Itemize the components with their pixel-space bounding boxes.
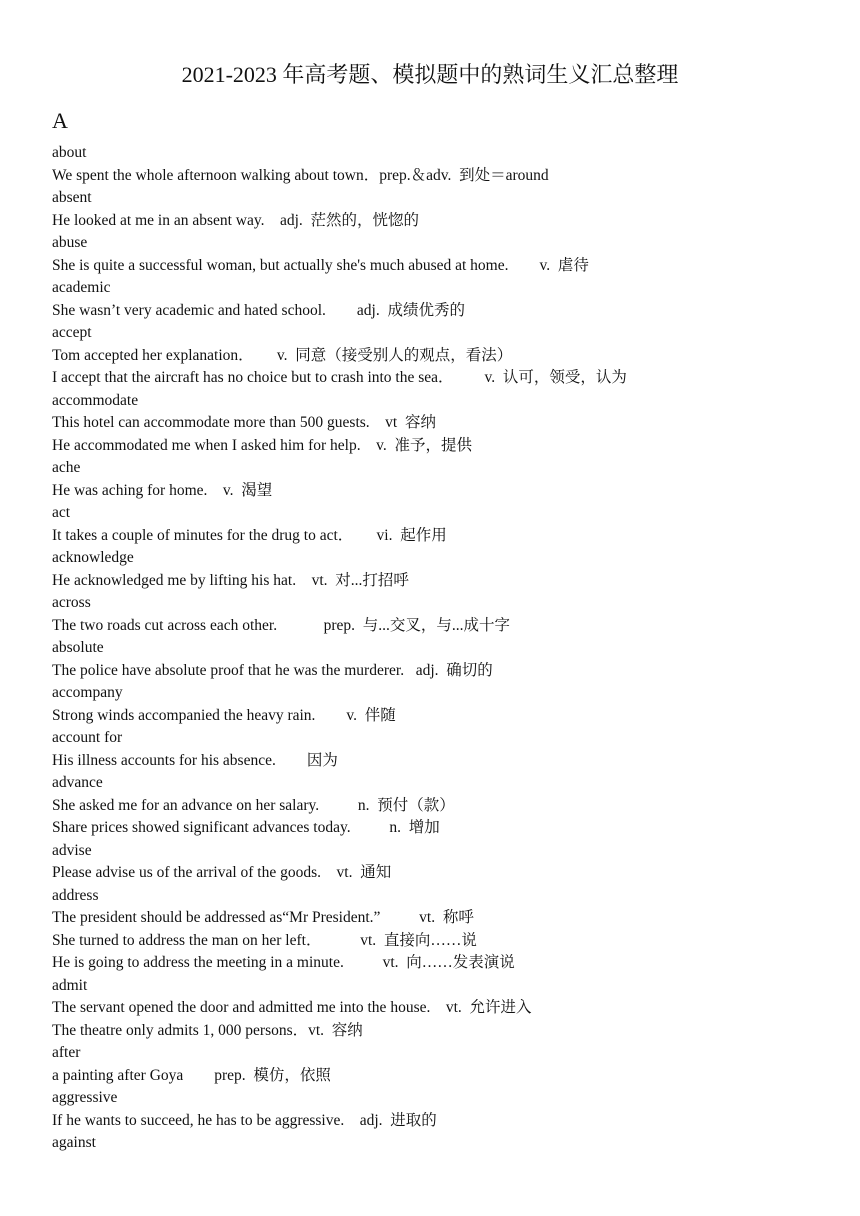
list-item: about (52, 144, 87, 161)
list-item: The theatre only admits 1, 000 persons．vt. 容纳 (52, 1021, 363, 1039)
list-item: If he wants to succeed, he has to be aggressive. adj. 进取的 (52, 1111, 437, 1129)
list-item: abuse (52, 234, 88, 251)
list-item: The two roads cut across each other. prep. 与...交叉，与...成十字 (52, 616, 511, 634)
list-item: It takes a couple of minutes for the drug to act． vi. 起作用 (52, 526, 447, 544)
list-item: Tom accepted her explanation． v. 同意（接受别人的观点，看法） (52, 346, 513, 364)
list-item: after (52, 1044, 81, 1061)
list-item: The president should be addressed as“Mr President.” vt. 称呼 (52, 909, 474, 926)
list-item: against (52, 1134, 96, 1151)
list-item: His illness accounts for his absence. 因为 (52, 751, 338, 769)
list-item: She asked me for an advance on her salary. n. 预付（款） (52, 796, 455, 814)
vocabulary-list (52, 142, 842, 1155)
list-item: advise (52, 841, 92, 859)
page-title: 2021-2023 年高考题、模拟题中的熟词生义汇总整理 (181, 62, 679, 87)
list-item: advance (52, 774, 103, 791)
list-item: He is going to address the meeting in a minute. vt. 向……发表演说 (52, 954, 515, 971)
list-item: academic (52, 279, 111, 296)
list-item: act (52, 504, 71, 521)
list-item: accept (52, 324, 92, 341)
section-heading: A (52, 108, 68, 133)
list-item: across (52, 594, 91, 611)
list-item: absolute (52, 639, 104, 656)
list-item: Strong winds accompanied the heavy rain. v. 伴随 (52, 706, 396, 724)
list-item: She turned to address the man on her left． vt. 直接向……说 (52, 931, 477, 949)
list-item: absent (52, 189, 92, 206)
list-item: Please advise us of the arrival of the goods. vt. 通知 (52, 864, 392, 881)
list-item: a painting after Goya prep. 模仿，依照 (52, 1066, 331, 1084)
list-item: She is quite a successful woman, but actually she's much abused at home. v. 虐待 (52, 256, 589, 274)
list-item: He looked at me in an absent way. adj. 茫然的，恍惚的 (52, 211, 420, 229)
list-item: He acknowledged me by lifting his hat. vt. 对...打招呼 (52, 571, 409, 589)
list-item: acknowledge (52, 549, 134, 566)
list-item: We spent the whole afternoon walking about town．prep.＆adv. 到处＝around (52, 166, 549, 184)
list-item: She wasn’t very academic and hated school. adj. 成绩优秀的 (52, 301, 465, 319)
list-item: address (52, 886, 99, 904)
list-item: He was aching for home. v. 渴望 (52, 481, 273, 499)
list-item: Share prices showed significant advances today. n. 增加 (52, 819, 440, 836)
list-item: This hotel can accommodate more than 500 guests. vt 容纳 (52, 414, 436, 431)
list-item: account for (52, 729, 123, 746)
list-item: He accommodated me when I asked him for help. v. 准予，提供 (52, 436, 472, 454)
list-item: aggressive (52, 1089, 118, 1106)
list-item: I accept that the aircraft has no choice but to crash into the sea． v. 认可，领受，认为 (52, 369, 627, 386)
list-item: accompany (52, 684, 123, 701)
list-item: admit (52, 976, 88, 994)
list-item: accommodate (52, 391, 139, 409)
list-item: The servant opened the door and admitted me into the house. vt. 允许进入 (52, 999, 532, 1016)
list-item: ache (52, 459, 81, 476)
list-item: The police have absolute proof that he was the murderer. adj. 确切的 (52, 661, 493, 679)
